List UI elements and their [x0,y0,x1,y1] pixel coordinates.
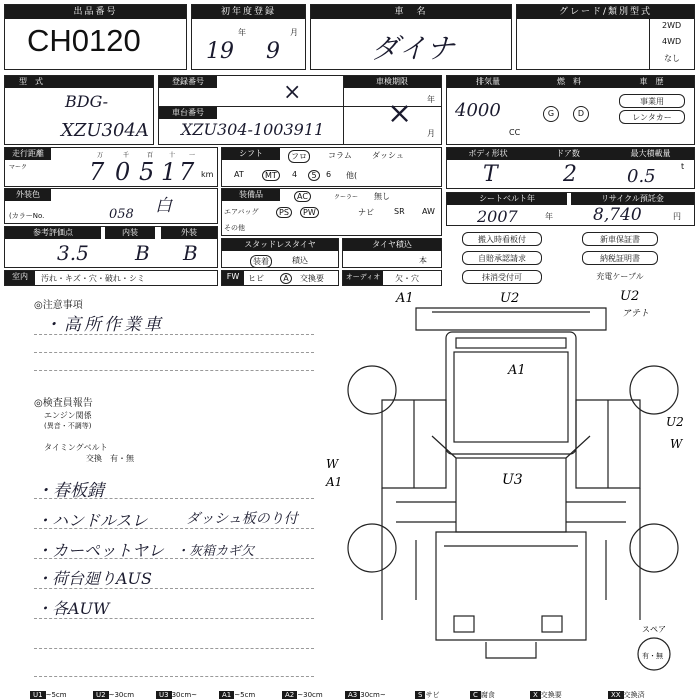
mileage-label: 走行距離 [5,148,51,160]
equip-airbag: エアバッグ [224,208,259,216]
misc-box [221,270,339,286]
load-unit: t [681,162,685,171]
year-label: 年 [238,28,246,37]
model-type-box [4,75,154,145]
legend-s: S サビ [415,690,439,700]
spare-tire-unit: 本 [419,256,427,265]
remark-2-side: ダッシュ板のり付 [186,511,298,527]
load-label: 最大積載量 [607,148,694,160]
mileage-digit-5: 7 [179,158,195,186]
remark-3: ・カーペットヤレ [36,541,164,560]
interior-value: B [135,241,150,265]
grade-label: グレード/類別型式 [517,5,694,19]
remark-2: ・ハンドルスレ [36,511,148,530]
legend-x: X 交換要 [530,690,562,700]
history-label: 車 歴 [609,76,694,88]
mark-top-right-2: アテト [622,309,650,319]
unit-man: 万 [97,152,104,159]
equip-pw: PW [300,207,319,218]
drive-2wd: 2WD [662,21,682,30]
audio-box [342,270,442,286]
history-rental: レンタカー [619,110,685,124]
model-name-box [310,4,512,70]
equip-ps: PS [276,207,292,218]
mark-right-1: U2 [666,415,684,429]
swap-label: 交換要 [300,274,324,283]
mark-top-right: U2 [620,289,640,304]
displacement: 4000 [455,100,501,121]
score-box [4,226,218,268]
body-box [446,147,695,189]
month-label: 月 [290,28,298,37]
notes-text: ・高所作業車 [44,315,164,335]
int-cond-label: 室内 [5,271,35,285]
recycle-label: リサイクル預託金 [571,193,694,205]
mileage-mark: マーク [9,164,28,171]
color-label: 外装色 [5,189,51,201]
equip-other: その他 [224,224,245,232]
shift-mt: MT [262,170,280,181]
doc-cancel: 抹消受付可 [462,270,542,284]
remark-3-side: ・灰箱カギ欠 [176,544,255,559]
legend-a3: A3 30cm~ [345,690,386,700]
studless-mounted: 装着 [250,255,272,268]
chassis-number: XZU304-1003911 [181,120,325,139]
recycle-unit: 円 [673,212,681,221]
equip-aw: AW [422,207,435,216]
shift-other: 他( [346,171,358,180]
color-code: 058 [109,207,134,222]
inspection-year-label: 年 [427,95,435,104]
int-cond-value: 汚れ・キズ・穴・破れ・シミ [41,274,145,283]
equip-navi: ナビ [358,208,374,217]
fuel-gas: G [543,106,559,122]
equip-none: 無し [374,192,390,201]
lot-label: 出品番号 [5,5,186,19]
belt-year: 2007 [477,207,518,226]
inspection-label: 車検期限 [343,76,441,88]
exterior-value: B [183,241,198,265]
model-prefix: BDG- [65,92,109,111]
spare-tire-label: タイヤ積込 [343,239,441,251]
engine-box [446,75,695,145]
equip-ac: AC [294,191,311,202]
doc-tax: 納税証明書 [582,251,658,265]
first-reg-year: 19 [206,39,234,64]
first-reg-month: 9 [266,39,280,64]
legend-xx: XX 交換済 [608,690,645,700]
notes-title: ◎注意事項 [34,300,83,311]
doors-label: ドア数 [529,148,607,160]
grade-box [516,4,695,70]
doors: 2 [563,162,577,187]
interior-label: 内装 [105,227,155,239]
mark-top: U2 [500,291,520,306]
unit-sen: 千 [123,152,130,159]
body-type: T [483,162,498,187]
timing-belt-label: タイミングベルト [44,443,108,452]
mark-cab: A1 [508,363,526,378]
mark-right-2: W [670,437,683,451]
shift-column: コラム [328,151,352,160]
legend-u1: U1 ~5cm [30,690,67,700]
fuel-label: 燃 料 [529,76,609,88]
legend-u2: U2 ~30cm [93,690,134,700]
belt-label: シートベルト年 [447,193,567,205]
doc-warranty: 新車保証書 [582,232,658,246]
doc-signboard: 搬入時看板付 [462,232,542,246]
doc-cable: 充電ケーブル [582,270,658,284]
hibi-label: ヒビ [248,274,264,283]
drive-none: なし [664,54,680,63]
spare-label: スペア [642,625,666,634]
mark-left-2: A1 [326,475,343,489]
unit-hyaku: 百 [147,152,154,159]
model-code: XZU304A [61,120,149,141]
audio-label: オーディオ [343,271,383,285]
equipment-box [221,188,442,236]
displacement-label: 排気量 [447,76,529,88]
mark-left-1: W [326,457,339,471]
remark-4: ・荷台廻りAUS [36,569,153,588]
mark-top-left: A1 [396,291,414,306]
recycle-value: 8,740 [593,205,642,225]
legend-a2: A2 ~30cm [282,690,323,700]
mileage-digit-1: 7 [89,158,105,186]
inspection-value: × [387,96,413,131]
fw-label: FW [222,271,244,285]
unit-ichi: 一 [189,152,196,159]
reg-box [158,75,442,145]
studless-box [221,238,339,268]
equip-sr: SR [394,207,405,216]
equip-cooler: クーラー [334,194,359,201]
spare-value: 有・無 [642,652,663,660]
color-code-label: (カラーNo. [9,212,45,220]
legend-u3: U3 30cm~ [156,690,197,700]
reg-number-label: 登録番号 [159,76,217,88]
lot-number: CH0120 [27,23,141,58]
shift-6: 6 [326,170,332,179]
misc-mark: A [280,273,292,284]
first-reg-box [191,4,306,70]
mileage-box [4,147,218,187]
model-type-label: 型 式 [5,76,153,88]
load: 0.5 [627,166,656,187]
inspector-title: ◎検査員報告 [34,398,93,409]
belt-unit: 年 [545,212,553,221]
model-name-label: 車 名 [311,5,511,19]
shift-floor: フロ [288,150,310,163]
mileage-digit-4: 1 [161,158,177,186]
engine-label: エンジン関係 [44,411,92,420]
remark-5: ・各AUW [36,599,110,618]
remark-1: ・春板錆 [36,481,104,501]
fuel-diesel: D [573,106,589,122]
belt-box [446,192,695,226]
score-value: 3.5 [57,241,89,265]
spare-tire-box [342,238,442,268]
shift-label: シフト [222,148,280,160]
color-value: 白 [155,196,172,216]
legend-a1: A1 ~5cm [219,690,255,700]
exterior-label: 外装 [161,227,217,239]
mileage-digit-3: 5 [139,158,155,186]
equipment-label: 装備品 [222,189,280,201]
shift-at: AT [234,170,244,179]
shift-5: 5 [308,170,320,181]
score-label: 参考評価点 [5,227,101,239]
body-type-label: ボディ形状 [447,148,529,160]
color-box [4,188,218,224]
doc-insurance: 自賠承認請求 [462,251,542,265]
history-business: 事業用 [619,94,685,108]
shift-box [221,147,442,187]
reg-number: × [283,80,302,105]
shift-dash: ダッシュ [372,151,404,160]
unit-ju: 十 [169,152,176,159]
studless-label: スタッドレスタイヤ [222,239,338,251]
legend-c: C 腐食 [470,690,495,700]
vehicle-diagram [326,289,700,690]
mileage-digit-2: 0 [115,158,131,186]
studless-loaded: 積込 [292,256,308,265]
shift-4: 4 [292,170,298,179]
lot-box [4,4,187,70]
chassis-label: 車台番号 [159,107,217,119]
int-cond-box [4,270,218,286]
timing-belt-sub: 交換 有・無 [86,454,134,463]
model-name: ダイナ [371,32,455,65]
inspection-month-label: 月 [427,129,435,138]
displacement-unit: CC [509,128,521,137]
first-reg-label: 初年度登録 [192,5,305,19]
audio-value: 欠・穴 [395,274,419,283]
mark-bed: U3 [502,472,523,488]
drive-4wd: 4WD [662,37,682,46]
engine-sub: (異音・不調等) [44,422,92,430]
mileage-unit: km [201,170,214,179]
